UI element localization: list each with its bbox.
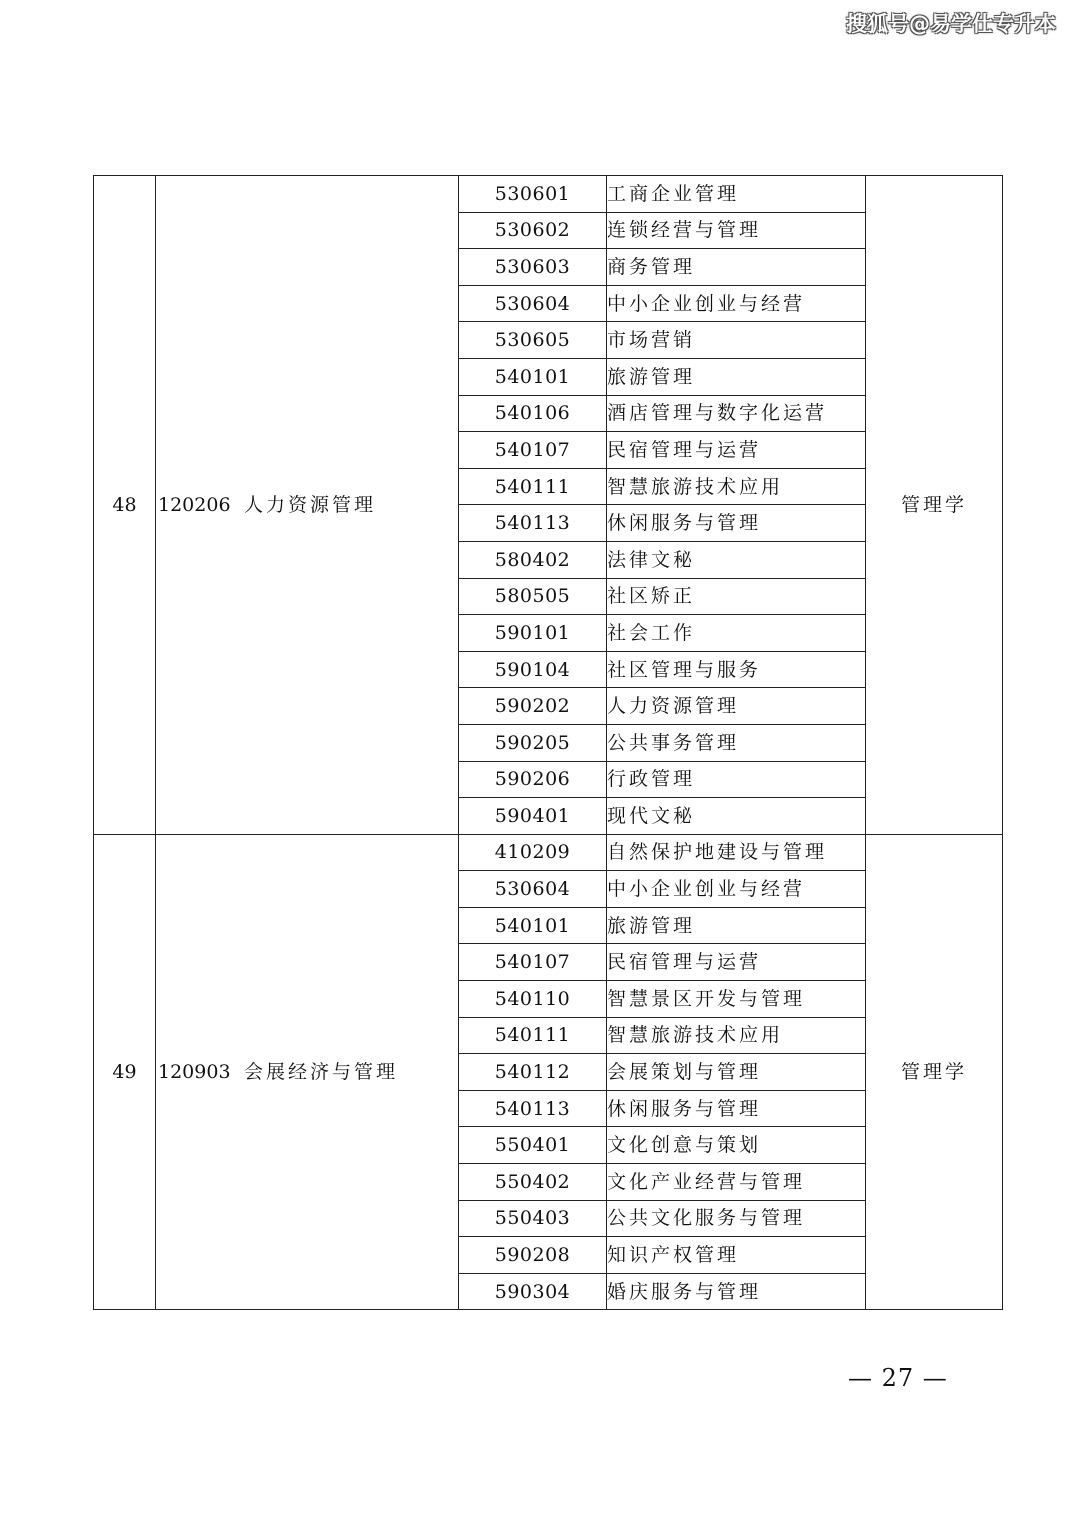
vocational-major-name: 智慧旅游技术应用 xyxy=(607,468,866,505)
vocational-major-code: 580402 xyxy=(459,541,607,578)
major-name: 人力资源管理 xyxy=(244,493,377,516)
vocational-major-name: 中小企业创业与经营 xyxy=(607,285,866,322)
vocational-major-code: 540106 xyxy=(459,395,607,432)
vocational-major-code: 590208 xyxy=(459,1237,607,1274)
vocational-major-code: 540111 xyxy=(459,468,607,505)
degree-category: 管理学 xyxy=(866,176,1003,835)
vocational-major-code: 530604 xyxy=(459,871,607,908)
vocational-major-name: 现代文秘 xyxy=(607,798,866,835)
vocational-major-code: 540101 xyxy=(459,907,607,944)
vocational-major-code: 590101 xyxy=(459,615,607,652)
watermark: 搜狐号@易学仕专升本 xyxy=(846,12,1056,36)
vocational-major-name: 人力资源管理 xyxy=(607,688,866,725)
page-number: — 27 — xyxy=(848,1364,948,1392)
vocational-major-code: 530604 xyxy=(459,285,607,322)
vocational-major-name: 会展策划与管理 xyxy=(607,1054,866,1091)
vocational-major-code: 590304 xyxy=(459,1273,607,1310)
major-name: 会展经济与管理 xyxy=(244,1061,399,1084)
vocational-major-code: 540111 xyxy=(459,1017,607,1054)
vocational-major-name: 旅游管理 xyxy=(607,907,866,944)
vocational-major-code: 540107 xyxy=(459,432,607,469)
vocational-major-name: 民宿管理与运营 xyxy=(607,432,866,469)
undergraduate-major xyxy=(156,176,459,835)
major-correspondence-table xyxy=(93,175,1003,1310)
row-index: 48 xyxy=(94,176,156,835)
vocational-major-name: 知识产权管理 xyxy=(607,1237,866,1274)
row-index: 49 xyxy=(94,834,156,1310)
vocational-major-code: 550403 xyxy=(459,1200,607,1237)
vocational-major-name: 文化创意与策划 xyxy=(607,1127,866,1164)
table-row xyxy=(94,176,1003,213)
vocational-major-name: 中小企业创业与经营 xyxy=(607,871,866,908)
vocational-major-name: 民宿管理与运营 xyxy=(607,944,866,981)
vocational-major-name: 文化产业经营与管理 xyxy=(607,1164,866,1201)
vocational-major-name: 连锁经营与管理 xyxy=(607,212,866,249)
vocational-major-code: 540101 xyxy=(459,358,607,395)
vocational-major-name: 智慧旅游技术应用 xyxy=(607,1017,866,1054)
vocational-major-code: 530602 xyxy=(459,212,607,249)
vocational-major-code: 530603 xyxy=(459,249,607,286)
vocational-major-code: 540112 xyxy=(459,1054,607,1091)
vocational-major-name: 智慧景区开发与管理 xyxy=(607,981,866,1018)
vocational-major-code: 550401 xyxy=(459,1127,607,1164)
vocational-major-code: 590202 xyxy=(459,688,607,725)
vocational-major-name: 休闲服务与管理 xyxy=(607,505,866,542)
vocational-major-name: 行政管理 xyxy=(607,761,866,798)
vocational-major-code: 540107 xyxy=(459,944,607,981)
vocational-major-code: 540110 xyxy=(459,981,607,1018)
vocational-major-name: 旅游管理 xyxy=(607,358,866,395)
vocational-major-name: 婚庆服务与管理 xyxy=(607,1273,866,1310)
vocational-major-name: 市场营销 xyxy=(607,322,866,359)
vocational-major-code: 590205 xyxy=(459,724,607,761)
vocational-major-code: 410209 xyxy=(459,834,607,871)
vocational-major-name: 休闲服务与管理 xyxy=(607,1090,866,1127)
vocational-major-name: 社会工作 xyxy=(607,615,866,652)
vocational-major-code: 590104 xyxy=(459,651,607,688)
major-code: 120206 xyxy=(158,493,231,516)
vocational-major-code: 540113 xyxy=(459,1090,607,1127)
major-code: 120903 xyxy=(158,1061,231,1084)
vocational-major-name: 社区管理与服务 xyxy=(607,651,866,688)
vocational-major-name: 社区矫正 xyxy=(607,578,866,615)
vocational-major-code: 590401 xyxy=(459,798,607,835)
vocational-major-code: 550402 xyxy=(459,1164,607,1201)
table-row xyxy=(94,834,1003,871)
vocational-major-name: 公共事务管理 xyxy=(607,724,866,761)
vocational-major-code: 530601 xyxy=(459,176,607,213)
vocational-major-name: 商务管理 xyxy=(607,249,866,286)
vocational-major-name: 自然保护地建设与管理 xyxy=(607,834,866,871)
vocational-major-code: 540113 xyxy=(459,505,607,542)
undergraduate-major xyxy=(156,834,459,1310)
vocational-major-name: 法律文秘 xyxy=(607,541,866,578)
vocational-major-name: 公共文化服务与管理 xyxy=(607,1200,866,1237)
degree-category: 管理学 xyxy=(866,834,1003,1310)
vocational-major-code: 580505 xyxy=(459,578,607,615)
vocational-major-code: 590206 xyxy=(459,761,607,798)
vocational-major-code: 530605 xyxy=(459,322,607,359)
vocational-major-name: 工商企业管理 xyxy=(607,176,866,213)
vocational-major-name: 酒店管理与数字化运营 xyxy=(607,395,866,432)
